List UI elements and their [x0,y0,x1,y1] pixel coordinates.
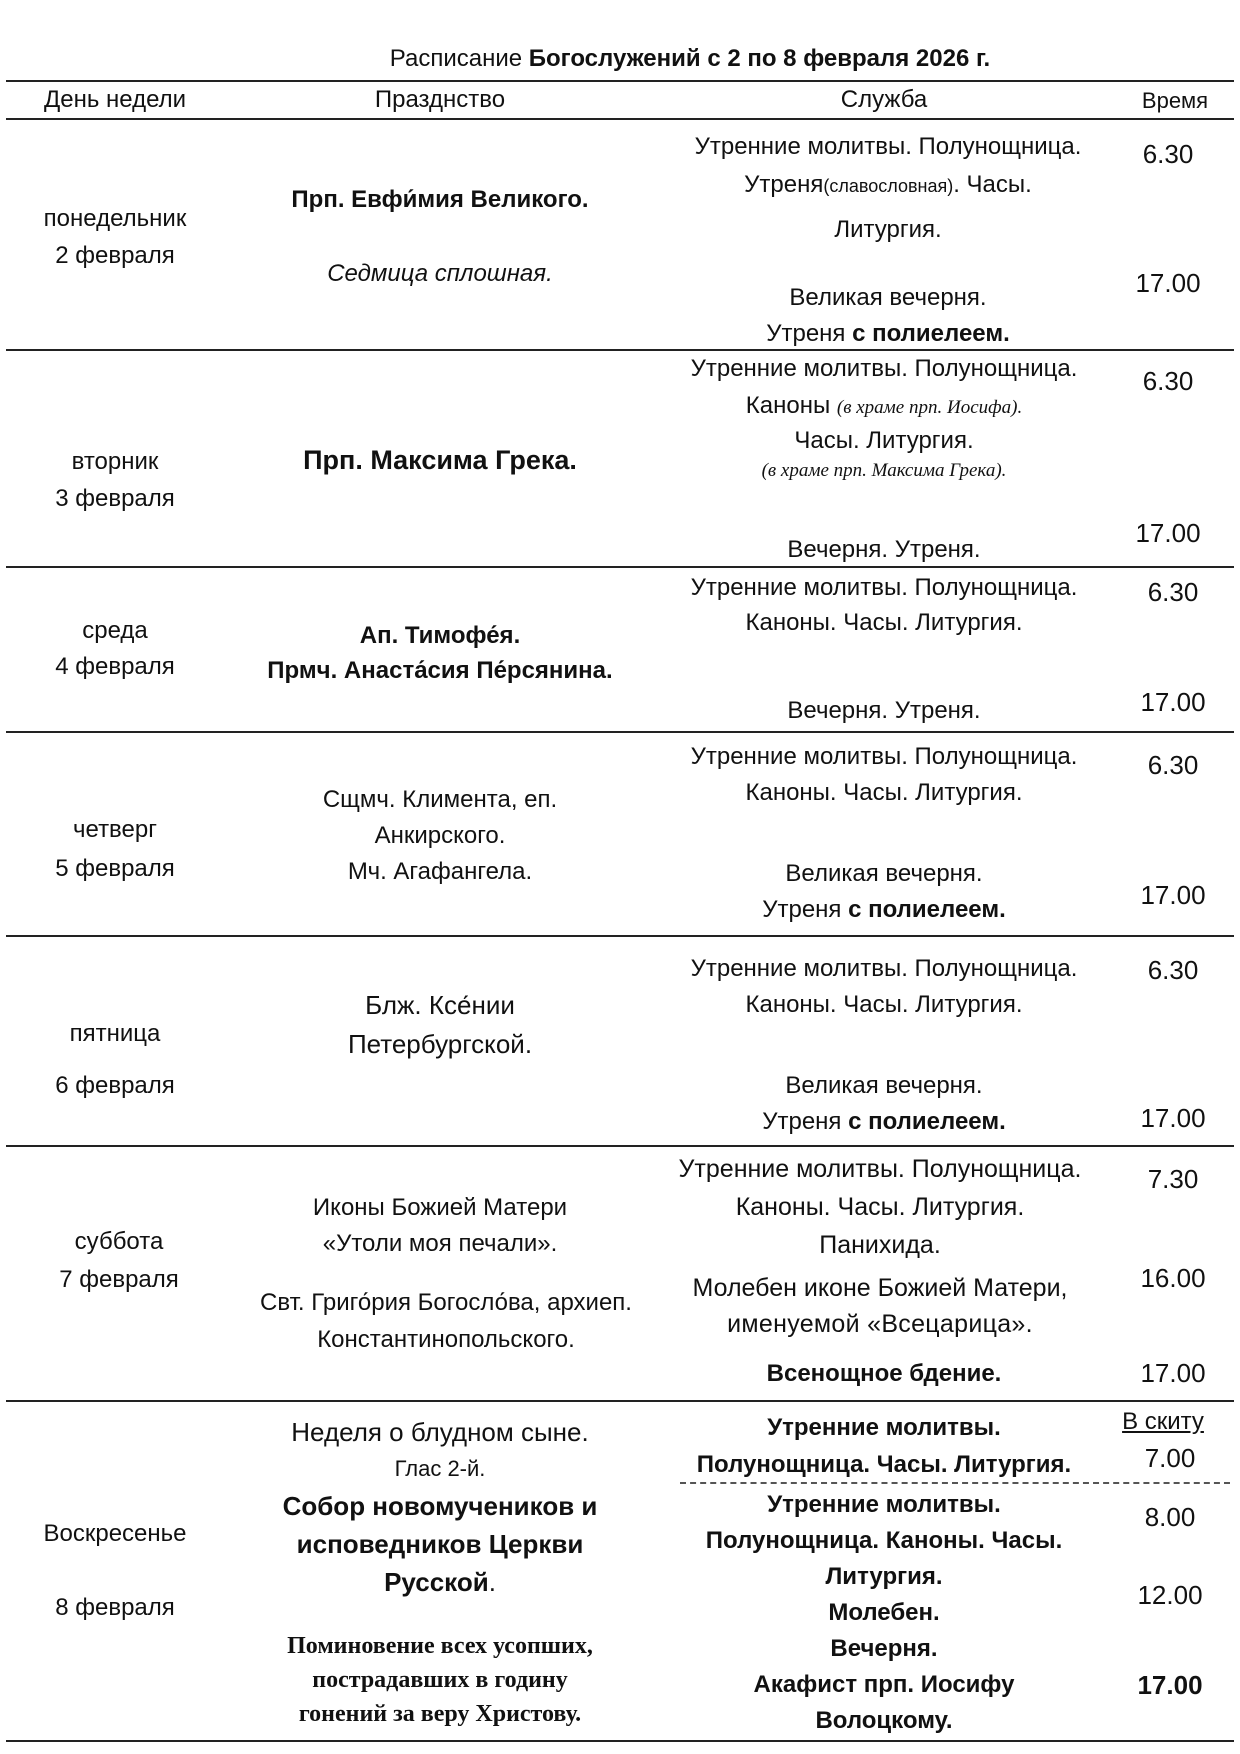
service: Литургия. [834,216,942,243]
feast: Собор новомучеников и [282,1491,598,1521]
title-prefix: Расписание [389,45,529,72]
service: Утреня с полиелеем. [762,1108,1006,1135]
time: 17.00 [1140,1358,1206,1388]
commemoration: пострадавших в годину [312,1667,568,1693]
row-divider [6,935,1234,937]
time: 6.30 [1147,577,1199,607]
weekday: Воскресенье [43,1520,187,1547]
service: Утренние молитвы. [767,1414,1001,1441]
commemoration: гонений за веру Христову. [298,1701,582,1727]
service: Великая вечерня. [785,1072,983,1099]
time: 17.00 [1140,1103,1206,1133]
date: 8 февраля [55,1594,175,1621]
service: Вечерня. Утреня. [787,536,981,563]
feast: Прп. Максима Грека. [303,445,577,475]
dashed-divider [680,1482,1230,1484]
header-feast: Празднство [374,86,506,113]
date: 5 февраля [55,855,175,882]
weekday: вторник [71,448,159,475]
page-title [390,45,990,73]
time: 7.00 [1144,1443,1196,1473]
feast: Иконы Божией Матери [312,1194,568,1221]
time: 12.00 [1137,1580,1203,1610]
weekday: среда [82,617,148,644]
weekday: пятница [69,1020,161,1047]
feast: Русской. [384,1567,496,1597]
row-divider [6,566,1234,568]
date: 4 февраля [55,653,175,680]
header-time: Время [1141,88,1209,113]
time: 17.00 [1135,268,1201,298]
service: Панихида. [819,1231,941,1259]
feast: Прп. Евфи́мия Великого. [291,186,589,213]
row-divider [6,1145,1234,1147]
date: 6 февраля [55,1072,175,1099]
feast: Глас 2-й. [394,1456,486,1481]
commemoration: Поминовение всех усопших, [287,1633,593,1659]
service: Молебен иконе Божией Матери, [692,1274,1068,1302]
time: 6.30 [1147,955,1199,985]
time: 17.00 [1140,880,1206,910]
service: Каноны. Часы. Литургия. [745,609,1023,636]
weekday: суббота [74,1228,164,1255]
feast: Сщмч. Климента, еп. [322,786,558,813]
feast: «Утоли моя печали». [322,1230,558,1257]
service: Утренние молитвы. [767,1491,1001,1518]
service: Каноны (в храме прп. Иосифа). [745,392,1023,419]
feast: Свт. Григо́рия Богосло́ва, архиеп. [260,1289,632,1316]
service: Вечерня. [830,1635,938,1662]
feast: исповедников Церкви [296,1529,584,1559]
feast: Неделя о блудном сыне. [291,1417,589,1447]
header-top-line [6,80,1234,82]
row-divider [6,731,1234,733]
service: Великая вечерня. [785,860,983,887]
service: Утренние молитвы. Полунощница. [690,574,1078,601]
service: Утренние молитвы. Полунощница. [690,743,1078,770]
service: Утренние молитвы. Полунощница. [678,1155,1082,1183]
service: Каноны. Часы. Литургия. [745,779,1023,806]
service: Каноны. Часы. Литургия. [745,991,1023,1018]
service: Каноны. Часы. Литургия. [735,1193,1025,1221]
service: Акафист прп. Иосифу [753,1671,1015,1698]
service: Молебен. [828,1599,940,1626]
header-day: День недели [43,86,187,113]
service: Утреня(славословная). Часы. [744,171,1032,198]
feast: Петербургской. [347,1029,533,1059]
service: Утренние молитвы. Полунощница. [694,133,1082,160]
title-bold: Богослужений с 2 по 8 февраля 2026 г. [528,45,991,72]
date: 3 февраля [55,485,175,512]
header-bottom-line [6,118,1234,120]
time: 17.00 [1135,518,1201,548]
feast: Ап. Тимофе́я. [359,622,521,649]
time: 6.30 [1147,750,1199,780]
time: 17.00 [1140,687,1206,717]
time: 8.00 [1144,1502,1196,1532]
service: именуемой «Всецарица». [727,1310,1033,1338]
skit-label: В скиту [1122,1408,1204,1435]
date: 7 февраля [59,1266,179,1293]
service: Всенощное бдение. [766,1360,1002,1387]
service: (в храме прп. Максима Грека). [761,460,1007,481]
service: Великая вечерня. [789,284,987,311]
table-bottom-line [6,1740,1234,1742]
service: Утренние молитвы. Полунощница. [690,955,1078,982]
service: Утренние молитвы. Полунощница. [690,355,1078,382]
feast: Мч. Агафангела. [347,858,533,885]
service: Вечерня. Утреня. [787,697,981,724]
feast: Анкирского. [374,822,506,849]
weekday: понедельник [43,205,187,232]
time: 17.00 [1137,1670,1203,1700]
feast: Прмч. Анаста́сия Пе́рсянина. [267,657,613,684]
service: Полунощница. Часы. Литургия. [696,1451,1072,1478]
service: Утреня с полиелеем. [762,896,1006,923]
time: 16.00 [1140,1263,1206,1293]
service: Часы. Литургия. [794,427,974,454]
row-divider [6,349,1234,351]
header-service: Служба [840,86,928,113]
service: Утреня с полиелеем. [766,320,1010,347]
service: Волоцкому. [815,1707,953,1734]
feast: Константинопольского. [317,1326,575,1353]
row-divider [6,1400,1234,1402]
time: 6.30 [1142,366,1194,396]
time: 7.30 [1147,1164,1199,1194]
weekday: четверг [73,816,157,843]
date: 2 февраля [55,242,175,269]
feast: Блж. Ксе́нии [365,990,515,1020]
time: 6.30 [1142,139,1194,169]
service: Литургия. [825,1563,943,1590]
service: Полунощница. Каноны. Часы. [705,1527,1063,1554]
feast-note: Седмица сплошная. [327,260,553,287]
